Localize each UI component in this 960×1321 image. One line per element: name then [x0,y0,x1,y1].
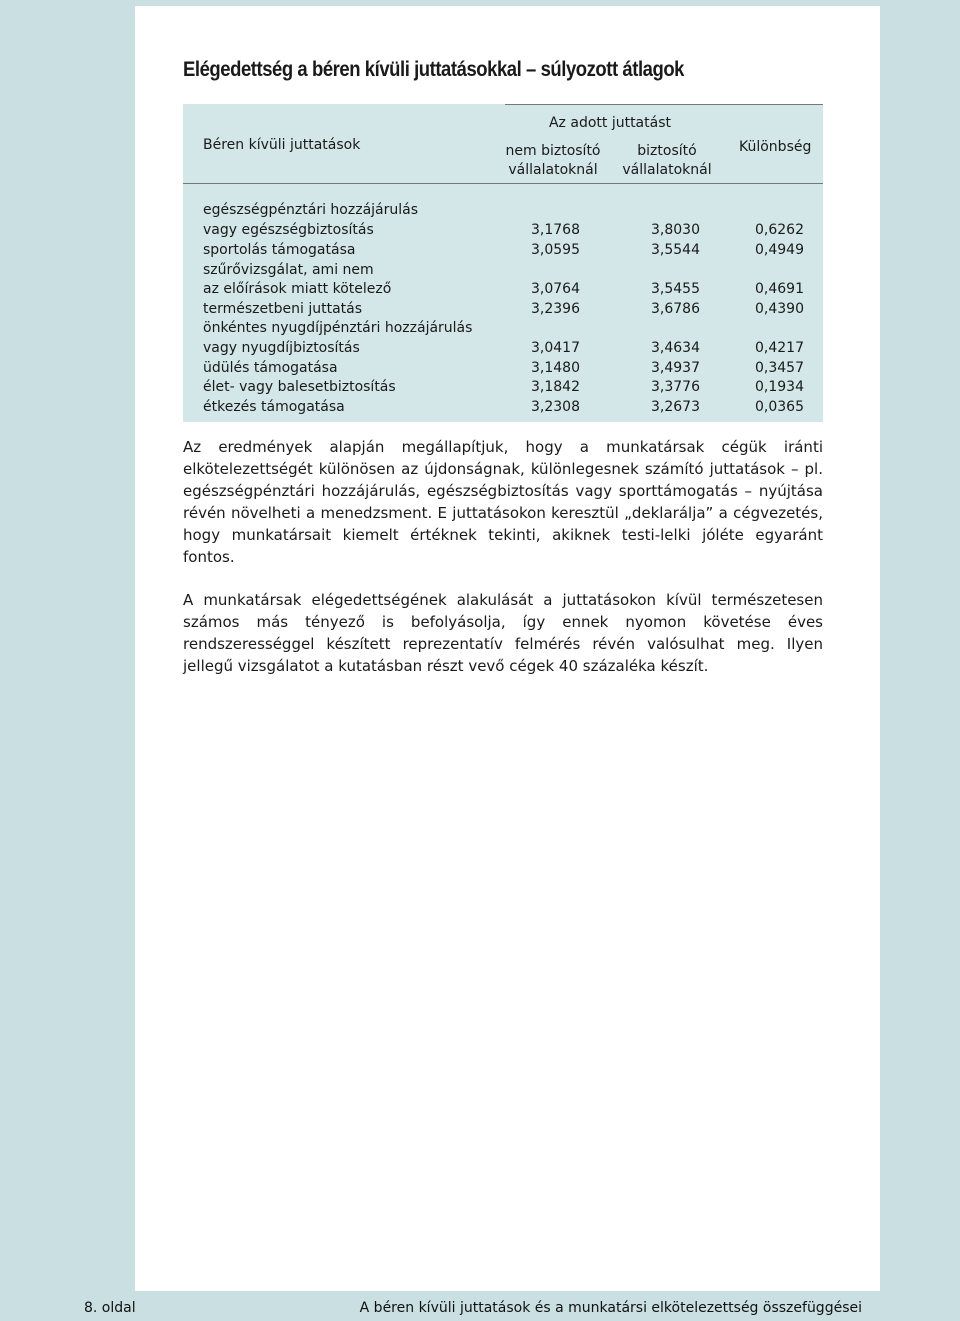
row-label-line: étkezés támogatása [203,399,345,415]
cell-igen: 3,8030 [651,222,700,238]
cell-diff: 0,4390 [755,301,804,317]
header-group-line [505,104,823,105]
cell-nem: 3,1842 [531,379,580,395]
row-label-line: élet- vagy balesetbiztosítás [203,379,396,395]
cell-igen: 3,5455 [651,281,700,297]
col-header-prov-2: vállalatoknál [622,162,712,178]
table-title: Elégedettség a béren kívüli juttatásokkal – súlyozott átlagok [183,58,685,81]
cell-igen: 3,4937 [651,360,700,376]
cell-nem: 3,0764 [531,281,580,297]
cell-igen: 3,2673 [651,399,700,415]
cell-nem: 3,0417 [531,340,580,356]
cell-diff: 0,3457 [755,360,804,376]
cell-igen: 3,6786 [651,301,700,317]
row-label-line: szűrővizsgálat, ami nem [203,262,374,278]
cell-diff: 0,1934 [755,379,804,395]
row-label-line: önkéntes nyugdíjpénztári hozzájárulás [203,320,473,336]
col-group-header: Az adott juttatást [548,115,671,131]
header-divider [183,183,823,184]
row-label-line: üdülés támogatása [203,360,338,376]
row-label-line: természetbeni juttatás [203,301,363,317]
body-paragraph: A munkatársak elégedettségének alakulását a juttatásokon kívül természetesen számos más tényező is befolyásolja, így ennek nyomon követése éves rendszerességgel készített reprezentatív felmérés révén valósulhat meg. Ilyen jellegű vizsgálatot a kutatásban részt vevő cégek 40 százaléka készít. [183,591,823,675]
row-label-line: sportolás támogatása [203,242,356,258]
footer-page-number: 8. oldal [84,1300,136,1316]
cell-diff: 0,4691 [755,281,804,297]
col-header-benefit: Béren kívüli juttatások [203,137,361,153]
col-header-notprov-2: vállalatoknál [508,162,598,178]
col-header-notprov-1: nem biztosító [505,143,601,159]
row-label-line: az előírások miatt kötelező [203,281,392,297]
satisfaction-table [183,104,823,422]
col-header-diff: Különbség [739,139,812,155]
cell-diff: 0,6262 [755,222,804,238]
row-label-line: egészségpénztári hozzájárulás [203,202,419,218]
body-paragraph: Az eredmények alapján megállapítjuk, hogy a munkatársak cégük iránti elkötelezettségét különösen az újdonságnak, különlegesnek számító juttatások – pl. egészségpénztári hozzájárulás, egészségbiztosítás vagy sporttámogatás – nyújtása révén növelheti a menedzsment. E juttatásokon keresztül „deklarálja” a cégvezetés, hogy munkatársait kiemelt értéknek tekinti, akiknek testi-lelki jóléte egyaránt fontos. [183,438,823,566]
cell-nem: 3,0595 [531,242,580,258]
cell-igen: 3,3776 [651,379,700,395]
cell-diff: 0,4949 [755,242,804,258]
cell-nem: 3,1480 [531,360,580,376]
cell-igen: 3,4634 [651,340,700,356]
footer-document-title: A béren kívüli juttatások és a munkatársi elkötelezettség összefüggései [359,1300,862,1316]
cell-igen: 3,5544 [651,242,700,258]
cell-diff: 0,0365 [755,399,804,415]
row-label-line: vagy egészségbiztosítás [203,222,374,238]
cell-diff: 0,4217 [755,340,804,356]
row-label-line: vagy nyugdíjbiztosítás [203,340,360,356]
cell-nem: 3,2308 [531,399,580,415]
col-header-prov-1: biztosító [637,143,697,159]
cell-nem: 3,2396 [531,301,580,317]
cell-nem: 3,1768 [531,222,580,238]
